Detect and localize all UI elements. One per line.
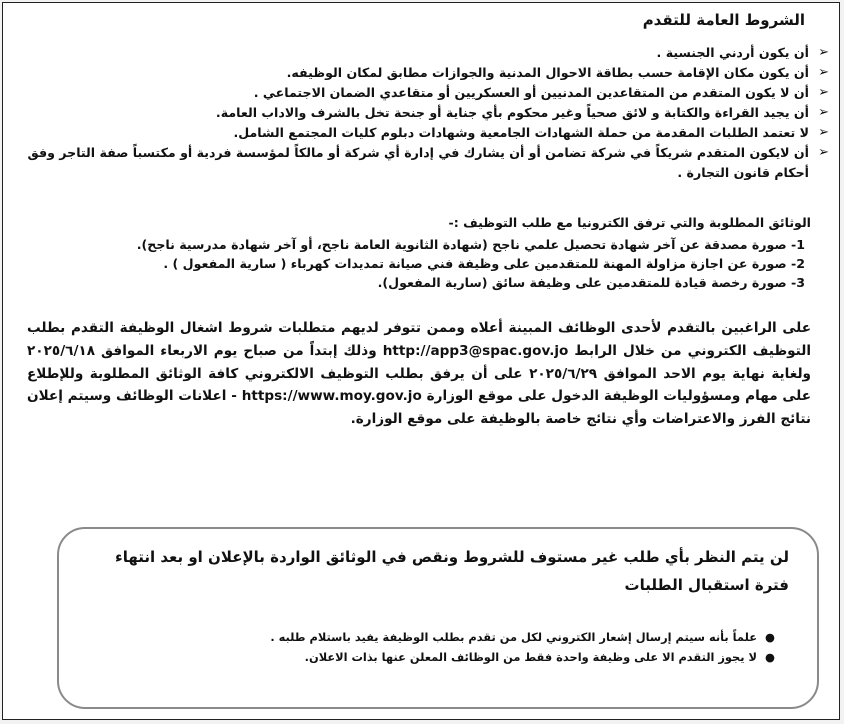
condition-item: [11, 143, 831, 183]
documents-title: الوثائق المطلوبة والتي ترفق الكترونيا مع طلب التوظيف :-: [448, 215, 811, 230]
arrow-marker-icon: ➢: [818, 45, 829, 60]
note-item: [117, 627, 777, 647]
document-item: 2- صورة عن اجازة مزاولة المهنة للمتقدمين على وظيفة فني صيانة تمديدات كهرباء ( سارية المفعول ) .: [163, 256, 805, 271]
notes-list: [117, 627, 777, 667]
bullet-dot-icon: ●: [765, 630, 775, 644]
condition-item: [11, 63, 831, 83]
documents-list: [25, 235, 805, 292]
document-item: 3- صورة رخصة قيادة للمتقدمين على وظيفة سائق (سارية المفعول).: [377, 275, 805, 290]
condition-item: [11, 83, 831, 103]
arrow-marker-icon: ➢: [818, 105, 829, 120]
document-frame: [2, 2, 840, 720]
arrow-marker-icon: ➢: [818, 125, 829, 140]
note-text: لا يجوز التقدم الا على وظيفة واحدة فقط من الوظائف المعلن عنها بذات الاعلان.: [304, 650, 757, 664]
application-paragraph: على الراغبين بالتقدم لأحدى الوظائف المبينة أعلاه وممن تتوفر لديهم متطلبات شروط اشغال الوظيفة التقدم بطلب التوظيف الكتروني من خلال الرابط http://app3@spac.gov.jo وذلك إبتداً من صباح يوم الاربعاء الموافق ٢٠٢٥/٦/١٨ ولغاية نهاية يوم الاحد الموافق ٢٠٢٥/٦/٢٩ على أن يرفق بطلب التوظيف الالكتروني كافة الوثائق المطلوبة وللإطلاع على مهام ومسؤوليات الوظيفة الدخول على موقع الوزارة https://www.moy.gov.jo - اعلانات الوظائف وسيتم إعلان نتائج الفرز والاعتراضات وأي نتائج خاصة بالوظيفة على موقع الوزارة.: [27, 320, 812, 428]
condition-text: أن لايكون المتقدم شريكاً في شركة تضامن أو أن يشارك في إدارة أي شركة أو مالكاً لمؤسسة فردية أو مكتسباً صفة التاجر وفق أحكام قانون التجارة .: [27, 145, 809, 180]
conditions-list: [11, 43, 831, 183]
arrow-marker-icon: ➢: [818, 145, 829, 160]
note-text: علماً بأنه سيتم إرسال إشعار الكتروني لكل من تقدم بطلب الوظيفة يفيد باستلام طلبه .: [270, 630, 757, 644]
bullet-dot-icon: ●: [765, 650, 775, 664]
condition-text: لا تعتمد الطلبات المقدمة من حملة الشهادات الجامعية وشهادات دبلوم كليات المجتمع الشامل.: [233, 125, 809, 140]
condition-text: أن يكون أردني الجنسية .: [656, 45, 809, 60]
condition-text: أن يكون مكان الإقامة حسب بطاقة الاحوال المدنية والجوازات مطابق لمكان الوظيفه.: [286, 65, 809, 80]
arrow-marker-icon: ➢: [818, 85, 829, 100]
condition-item: [11, 103, 831, 123]
condition-item: [11, 43, 831, 63]
arrow-marker-icon: ➢: [818, 65, 829, 80]
document-item: 1- صورة مصدقة عن آخر شهادة تحصيل علمي ناجح (شهادة الثانوية العامة ناجح، أو آخر شهادة مدرسية ناجح).: [136, 237, 805, 252]
page-title: الشروط العامة للتقدم: [642, 11, 805, 29]
note-item: [117, 647, 777, 667]
notice-box: [57, 527, 819, 709]
condition-text: أن لا يكون المتقدم من المتقاعدين المدنيين أو العسكريين أو متقاعدي الضمان الاجتماعي .: [253, 85, 809, 100]
notice-text: لن يتم النظر بأي طلب غير مستوف للشروط ونقص في الوثائق الواردة بالإعلان او بعد انتهاء فترة استقبال الطلبات: [115, 548, 789, 594]
condition-item: [11, 123, 831, 143]
condition-text: أن يجيد القراءة والكتابة و لائق صحياً وغير محكوم بأي جناية أو جنحة تخل بالشرف والاداب العامة.: [215, 105, 809, 120]
